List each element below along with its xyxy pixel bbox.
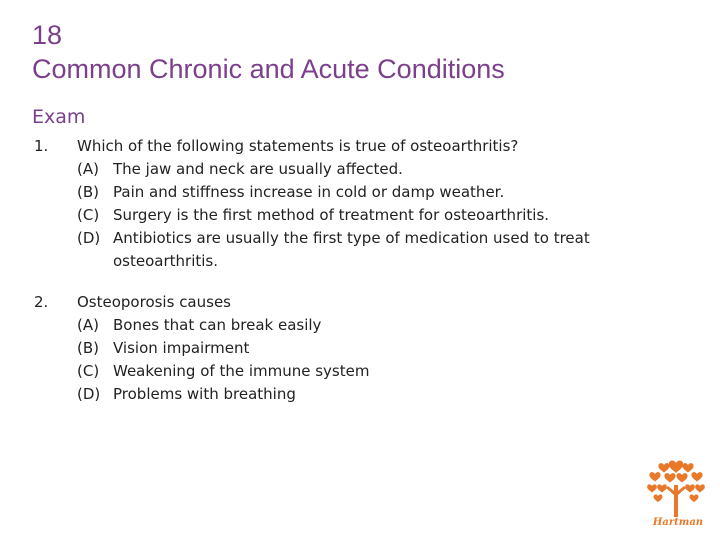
option-text: Vision impairment (113, 339, 250, 357)
option-text: The jaw and neck are usually affected. (113, 160, 403, 178)
question-number: 2. (34, 293, 49, 311)
option-text: Bones that can break easily (113, 316, 322, 334)
chapter-heading (32, 18, 505, 86)
option-letter: (C) (77, 362, 100, 380)
option-text: Weakening of the immune system (113, 362, 370, 380)
option-letter: (A) (77, 160, 99, 178)
section-title: Exam (32, 106, 86, 128)
option-text: Problems with breathing (113, 385, 296, 403)
option-text: Antibiotics are usually the first type of medication used to treat osteoarthritis. (113, 229, 590, 270)
option-letter: (C) (77, 206, 100, 224)
option-letter: (D) (77, 385, 101, 403)
logo-text: Hartman (652, 517, 704, 528)
option-text: Pain and stiffness increase in cold or damp weather. (113, 183, 505, 201)
option-letter: (B) (77, 339, 99, 357)
chapter-number: 18 (32, 20, 63, 50)
option-letter: (D) (77, 229, 101, 247)
option-letter: (B) (77, 183, 99, 201)
option-letter: (A) (77, 316, 99, 334)
question-number: 1. (34, 137, 49, 155)
chapter-title: Common Chronic and Acute Conditions (32, 54, 505, 84)
question-text: Osteoporosis causes (77, 293, 231, 311)
option-text: Surgery is the first method of treatment for osteoarthritis. (113, 206, 550, 224)
question-text: Which of the following statements is true of osteoarthritis? (77, 137, 519, 155)
